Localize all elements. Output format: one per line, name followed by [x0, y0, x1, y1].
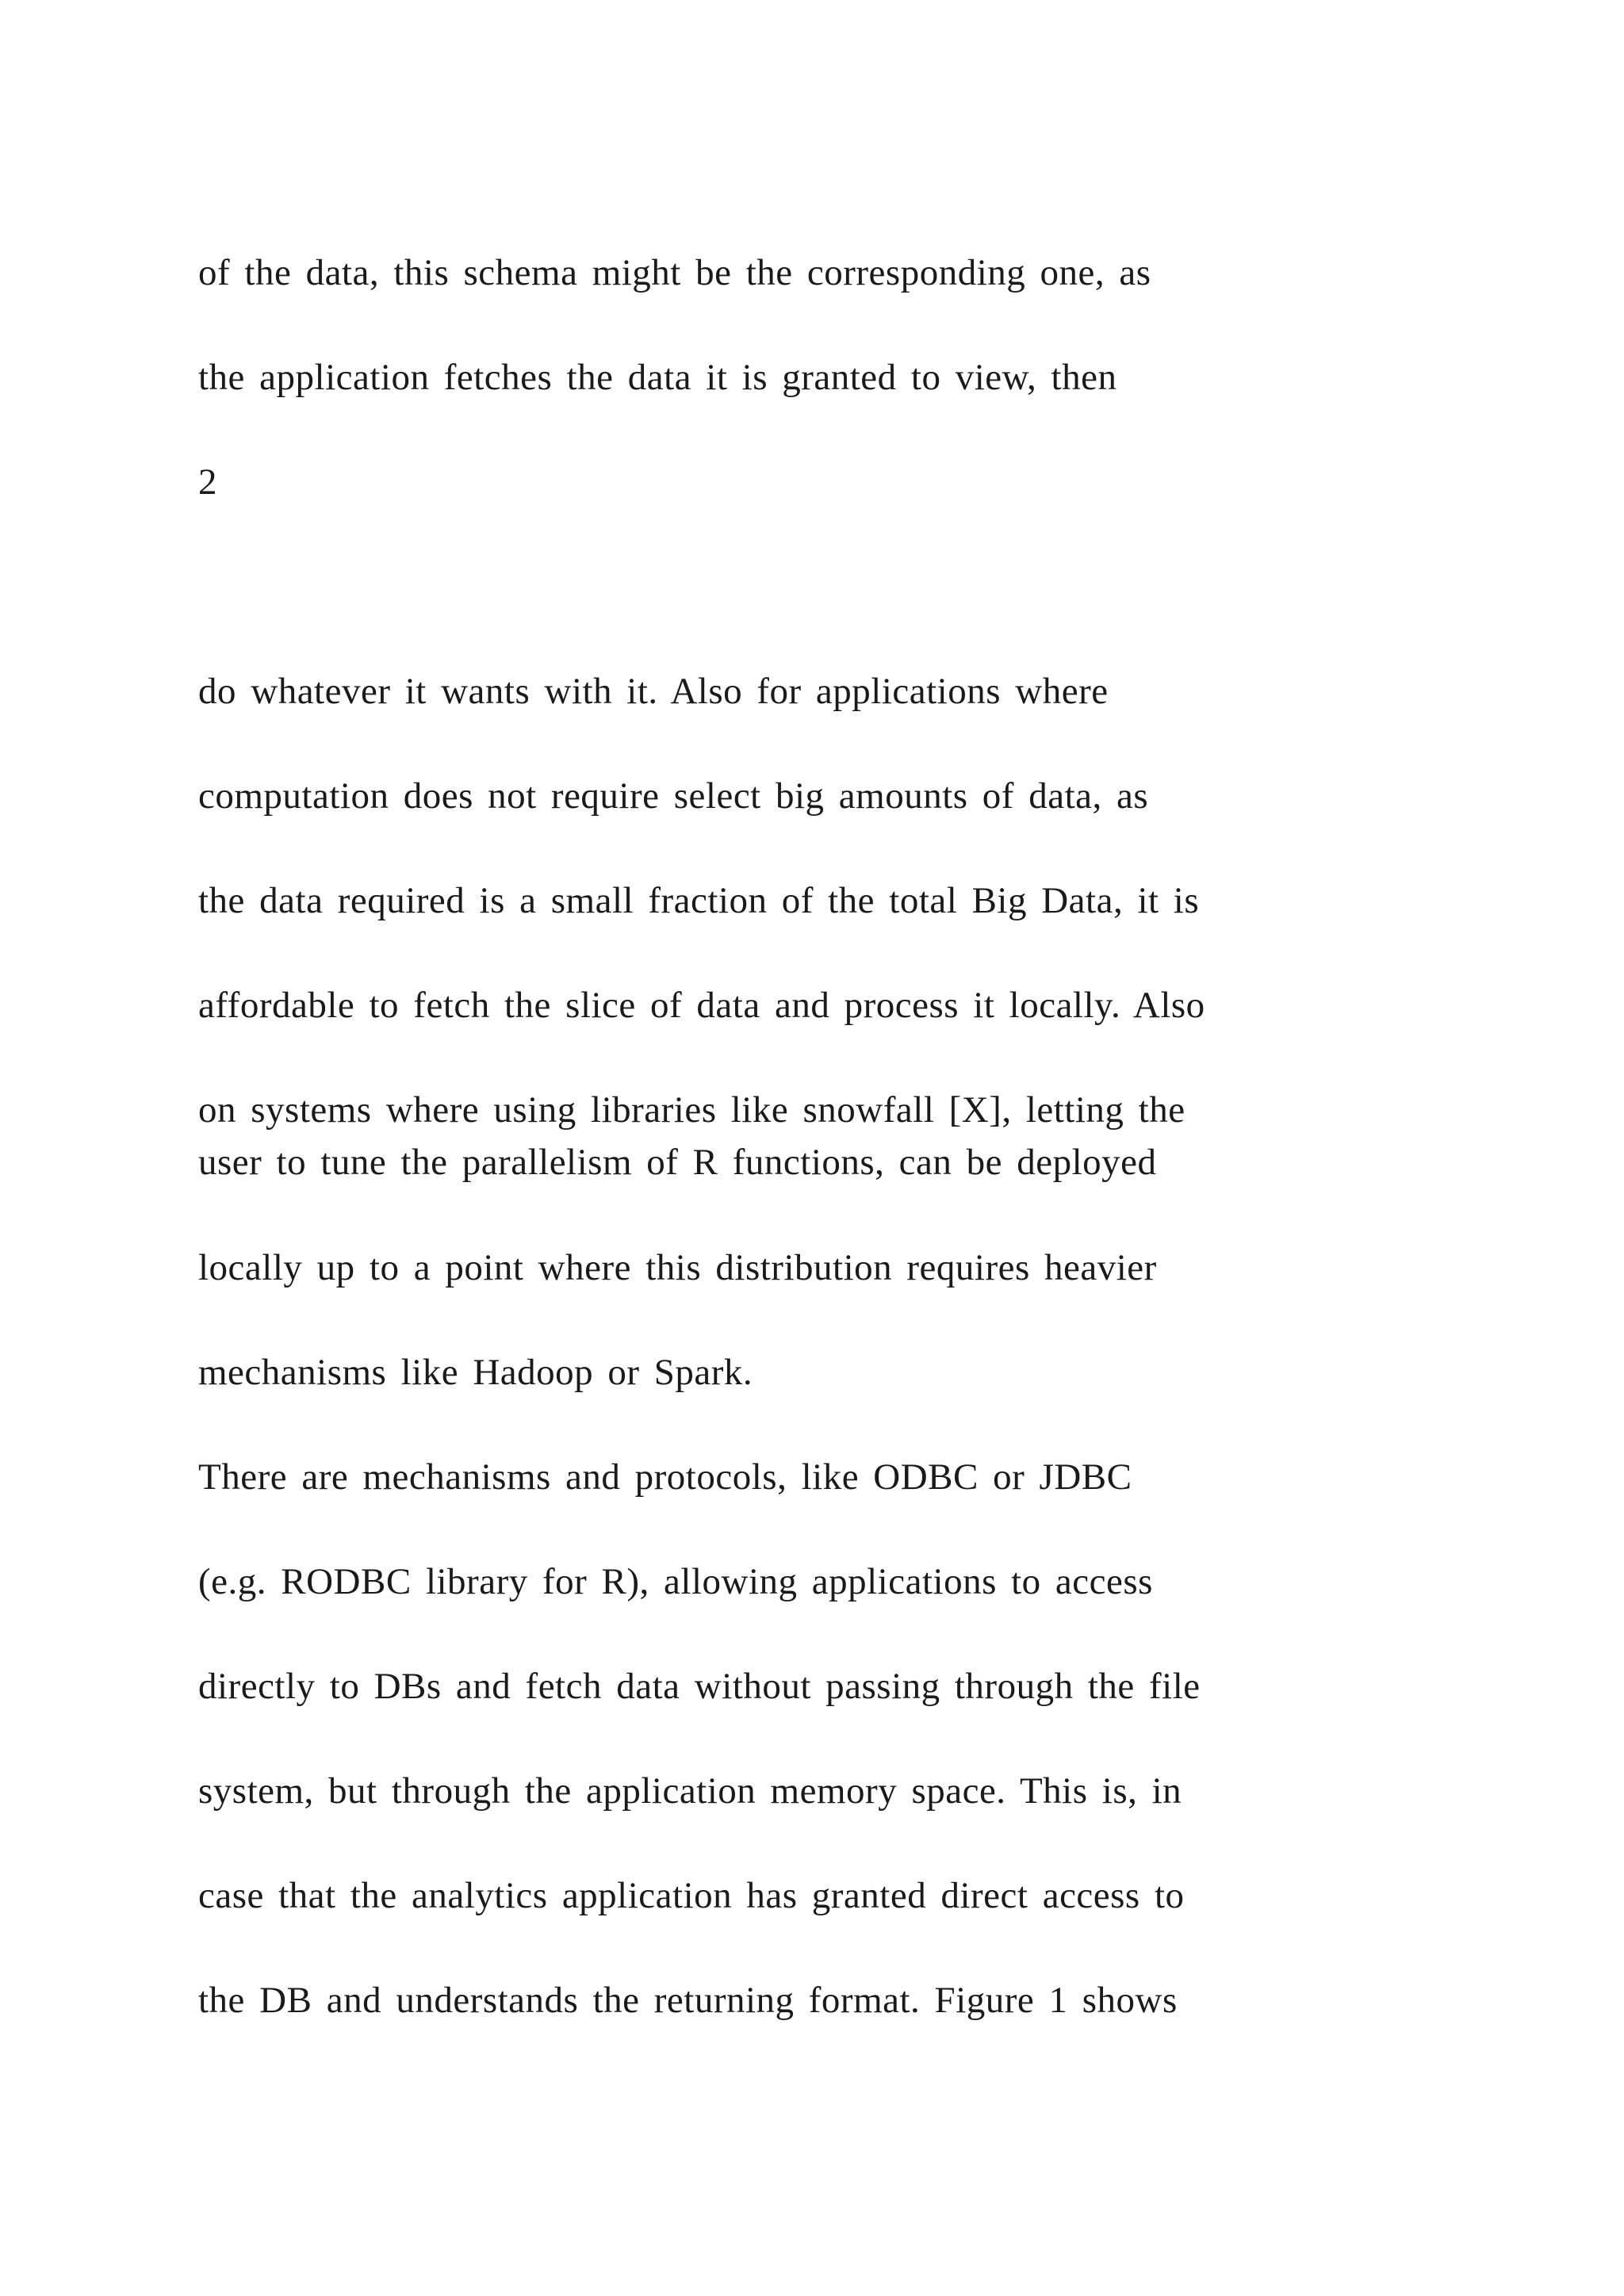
text-line: locally up to a point where this distribution requires heavier: [198, 1247, 1157, 1288]
text-line: of the data, this schema might be the corresponding one, as: [198, 252, 1151, 293]
text-line: system, but through the application memory space. This is, in: [198, 1770, 1182, 1812]
text-line: user to tune the parallelism of R functions, can be deployed: [198, 1142, 1157, 1183]
text-line: (e.g. RODBC library for R), allowing applications to access: [198, 1561, 1153, 1602]
text-line: mechanisms like Hadoop or Spark.: [198, 1352, 753, 1393]
page-number: 2: [198, 461, 217, 503]
text-line: the data required is a small fraction of the total Big Data, it is: [198, 880, 1200, 921]
text-line: the DB and understands the returning format. Figure 1 shows: [198, 1980, 1178, 2021]
text-line: directly to DBs and fetch data without passing through the file: [198, 1666, 1201, 1707]
text-line: do whatever it wants with it. Also for applications where: [198, 671, 1109, 712]
text-line: case that the analytics application has granted direct access to: [198, 1875, 1185, 1916]
text-line: the application fetches the data it is granted to view, then: [198, 357, 1117, 398]
text-line: computation does not require select big amounts of data, as: [198, 775, 1149, 817]
text-line: on systems where using libraries like snowfall [X], letting the: [198, 1089, 1185, 1131]
text-line: affordable to fetch the slice of data and process it locally. Also: [198, 985, 1205, 1026]
text-line: There are mechanisms and protocols, like ODBC or JDBC: [198, 1456, 1132, 1498]
